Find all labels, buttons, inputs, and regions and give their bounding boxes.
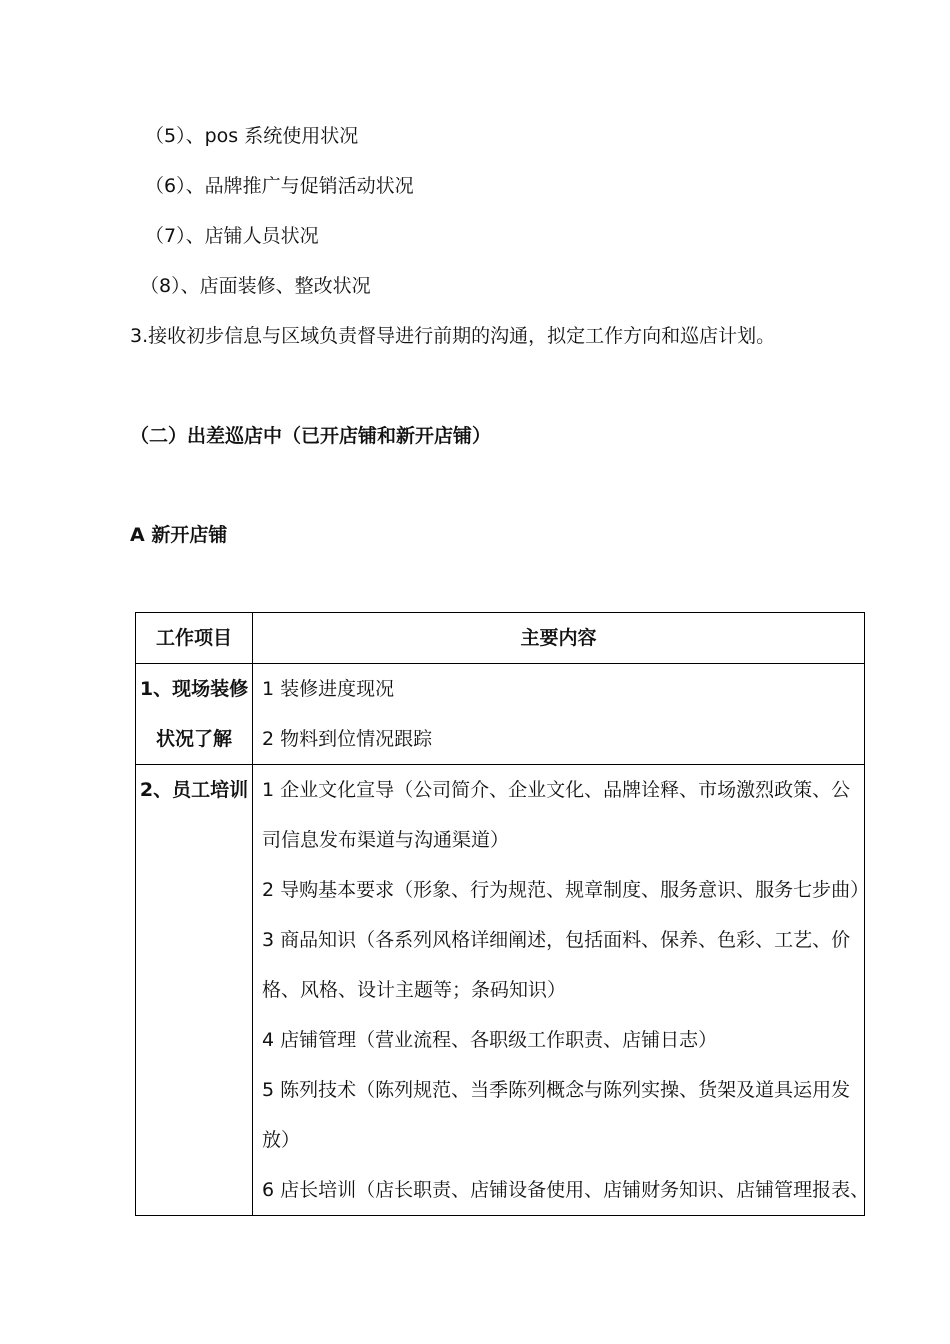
subsection-title: A 新开店铺 [130,524,228,546]
content-line: 1 装修进度现况 [262,678,395,700]
content-line: 3 商品知识（各系列风格详细阐述，包括面料、保养、色彩、工艺、价 [262,929,851,951]
content-line: 格、风格、设计主题等；条码知识） [262,979,567,1001]
content-cell [253,664,865,765]
work-item-line: 2、员工培训 [139,779,249,801]
work-items-table [135,612,870,1216]
content-line: 放） [262,1129,301,1151]
list-item-6: （6）、品牌推广与促销活动状况 [145,175,414,197]
content-line: 4 店铺管理（营业流程、各职级工作职责、店铺日志） [262,1029,718,1051]
content-line: 6 店长培训（店长职责、店铺设备使用、店铺财务知识、店铺管理报表、 [262,1179,870,1201]
step-3-paragraph: 3.接收初步信息与区域负责督导进行前期的沟通，拟定工作方向和巡店计划。 [130,325,776,347]
content-line: 2 物料到位情况跟踪 [262,728,433,750]
header-main-content: 主要内容 [253,613,865,664]
table-row [136,765,865,1216]
content-line: 司信息发布渠道与沟通渠道） [262,829,510,851]
table-header-row [136,613,865,664]
work-item-cell [136,765,253,1216]
work-item-line: 状况了解 [155,728,232,750]
list-item-7: （7）、店铺人员状况 [145,225,319,247]
header-work-item: 工作项目 [136,613,253,664]
content-line: 1 企业文化宣导（公司简介、企业文化、品牌诠释、市场激烈政策、公 [262,779,851,801]
section-title: （二）出差巡店中（已开店铺和新开店铺） [130,425,492,447]
work-item-cell [136,664,253,765]
content-cell [253,765,870,1216]
content-line: 2 导购基本要求（形象、行为规范、规章制度、服务意识、服务七步曲） [262,879,870,901]
list-item-8: （8）、店面装修、整改状况 [140,275,371,297]
list-item-5: （5）、pos 系统使用状况 [145,125,359,147]
work-item-line: 1、现场装修 [139,678,249,700]
table-row [136,664,865,765]
content-line: 5 陈列技术（陈列规范、当季陈列概念与陈列实操、货架及道具运用发 [262,1079,851,1101]
